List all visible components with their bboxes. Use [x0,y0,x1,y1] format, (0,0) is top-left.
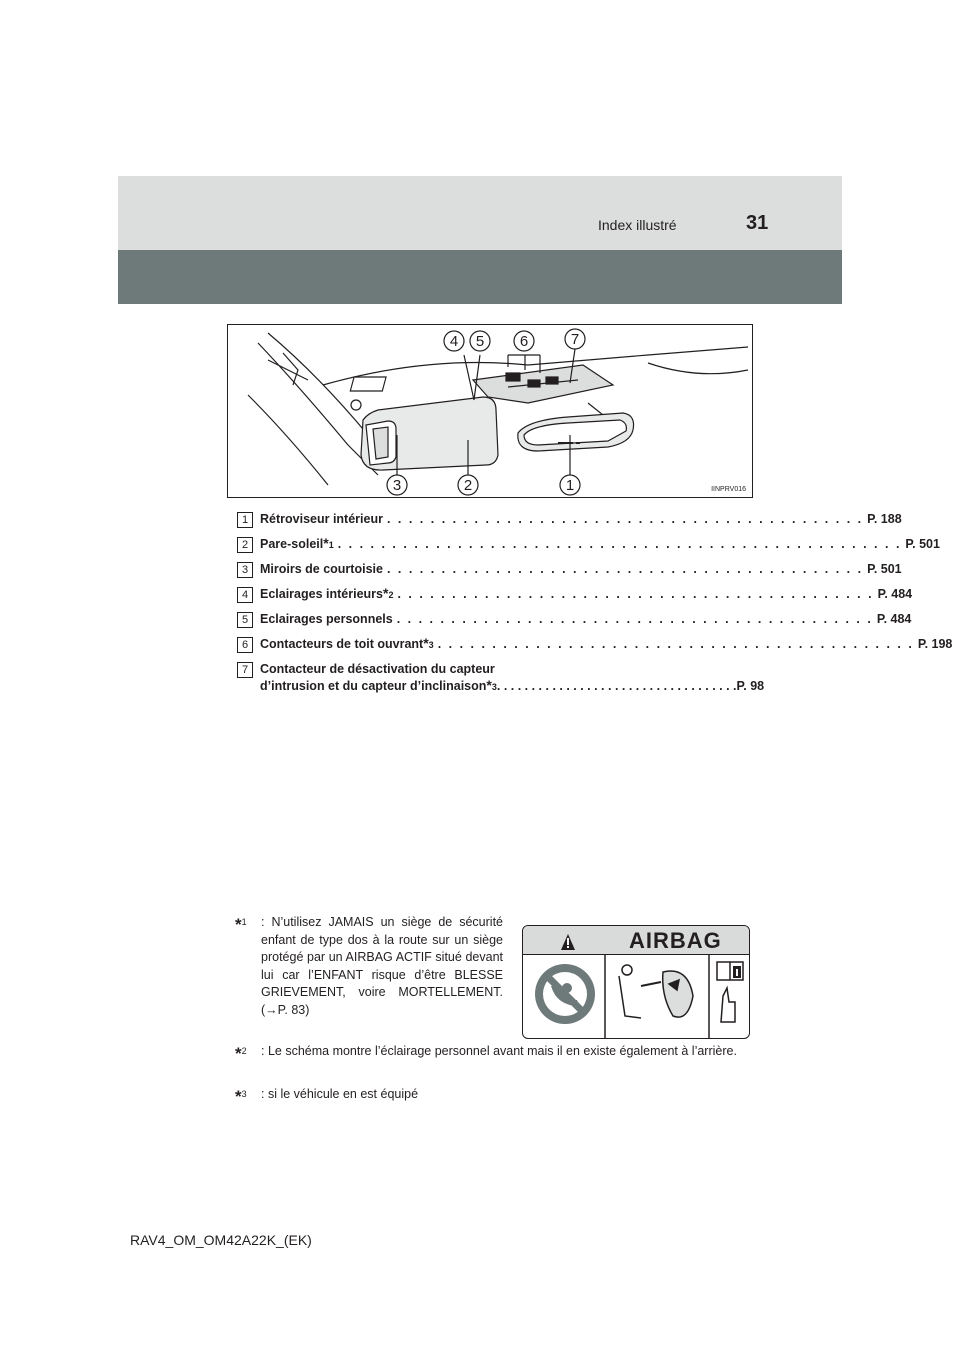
item-label-continued: d’intrusion et du capteur d’inclinaison [260,679,487,693]
item-label: Eclairages intérieurs [260,587,383,601]
item-number: 4 [237,587,253,603]
callout-6: 6 [519,333,529,350]
page-number: 31 [746,212,769,234]
item-number: 2 [237,537,253,553]
airbag-title: AIRBAG [629,928,722,953]
section-title: Index illustré [598,217,677,233]
item-label: Eclairages personnels [260,612,393,626]
interior-ceiling-illustration [227,324,753,498]
document-code: RAV4_OM_OM42A22K_(EK) [130,1232,312,1248]
figure-code: IINPRV016 [711,486,746,493]
no-child-seat-icon [535,964,595,1024]
footnote-number: 3 [241,1089,247,1099]
callout-4: 4 [449,333,459,350]
item-label: Contacteur de désactivation du capteur [260,662,495,676]
item-page-ref[interactable]: P. 484 [877,587,913,601]
item-label: Pare-soleil [260,537,324,551]
item-number: 7 [237,662,253,678]
footnote-ref: 2 [388,590,394,600]
item-page-ref[interactable]: P. 188 [867,512,902,526]
airbag-warning-label [522,925,750,1039]
airbag-deploy-icon [619,965,693,1018]
footnote-ref: 1 [328,540,334,550]
ceiling-drawing [228,325,752,497]
callout-5: 5 [475,333,485,350]
footnote-number: 2 [241,1046,247,1056]
list-item: 7 Contacteur de désactivation du capteur d’intrusion et du capteur d’inclinaison *3 . . . . . . . . . . . . . . . . . . . . . . . . . . . . . . . . . . . P. 98 [237,662,723,696]
item-label: Rétroviseur intérieur [260,512,383,526]
header-dark-band [118,250,842,304]
footnote-3: *$^3$ : si le véhicule en est équipé [235,1086,751,1104]
callout-2: 2 [463,477,473,494]
footnote-ref: 3 [428,640,434,650]
item-number: 5 [237,612,253,628]
manual-info-icon [717,962,743,1022]
item-number: 3 [237,562,253,578]
footnote-text: : si le véhicule en est équipé [261,1087,419,1101]
item-page-ref[interactable]: P. 198 [917,637,953,651]
item-number: 6 [237,637,253,653]
footnote-ref: 3 [491,682,497,692]
item-page-ref[interactable]: P. 501 [867,562,902,576]
callout-7: 7 [570,331,580,348]
footnote-text: : Le schéma montre l’éclairage personnel avant mais il en existe également à l’arrière. [261,1044,737,1058]
callout-1: 1 [565,477,575,494]
footnote-2: *$^2$ : Le schéma montre l’éclairage personnel avant mais il en existe également à l’arrière. [235,1043,751,1061]
footnote-text: : N’utilisez JAMAIS un siège de sécurité enfant de type dos à la route sur un siège protégé par un AIRBAG ACTIF situé devant lui car l’ENFANT risque d’être BLESSE GRIEVEMENT, voire MORTELLEMENT. (→P. 83) [261,915,503,1017]
item-page-ref[interactable]: P. 98 [736,679,765,693]
item-page-ref[interactable]: P. 484 [876,612,912,626]
item-label: Contacteurs de toit ouvrant [260,637,424,651]
footnote-1: *$^1$ : N’utilisez JAMAIS un siège de sécurité enfant de type dos à la route sur un siège protégé par un AIRBAG ACTIF situé devant lui car l’ENFANT risque d’être BLESSE GRIEVEMENT, voire MORTELLEMENT. (→P. 83) [235,914,503,1019]
item-page-ref[interactable]: P. 501 [905,537,940,551]
footnote-number: 1 [241,917,247,927]
item-label: Miroirs de courtoisie [260,562,383,576]
callout-3: 3 [392,477,402,494]
item-number: 1 [237,512,253,528]
